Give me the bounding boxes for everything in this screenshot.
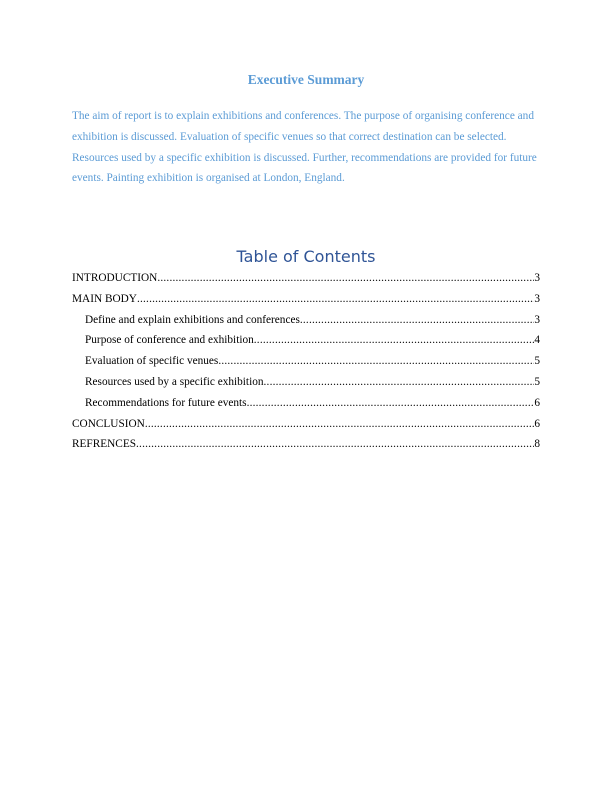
toc-entry-label: REFRENCES	[72, 438, 137, 451]
toc-entry-label: Resources used by a specific exhibition	[85, 375, 264, 388]
toc-entry[interactable]	[72, 330, 540, 351]
toc-leader-dots	[137, 289, 534, 310]
toc-entry-label: CONCLUSION	[72, 417, 145, 430]
toc-entry[interactable]	[72, 414, 540, 435]
toc-leader-dots	[218, 351, 534, 372]
toc-entry-page: 4	[534, 334, 540, 347]
executive-summary-title: Executive Summary	[247, 72, 365, 87]
toc-title: Table of Contents	[236, 247, 376, 266]
toc-leader-dots	[136, 434, 534, 455]
toc-leader-dots	[254, 330, 535, 351]
toc-entry[interactable]	[72, 351, 540, 372]
toc-entry[interactable]	[72, 289, 540, 310]
toc-entry-page: 3	[534, 272, 540, 284]
toc-entry-label: Evaluation of specific venues	[85, 355, 219, 368]
toc-list	[72, 268, 540, 455]
toc-leader-dots	[247, 393, 535, 414]
toc-leader-dots	[145, 414, 535, 435]
executive-summary-body: The aim of report is to explain exhibitions and conferences. The purpose of organising conference and exhibition is discussed. Evaluation of specific venues so that correct destination can be selected. Resources used by a specific exhibition is discussed. Further, recommendations are provided for future events. Painting exhibition is organised at London, England.	[72, 110, 537, 185]
toc-entry-page: 6	[534, 417, 540, 430]
toc-entry-label: INTRODUCTION	[72, 272, 158, 284]
toc-entry-label: Recommendations for future events	[85, 396, 247, 409]
toc-entry[interactable]	[72, 310, 540, 331]
toc-entry-page: 5	[534, 355, 540, 368]
toc-entry-label: Purpose of conference and exhibition	[85, 334, 254, 347]
toc-leader-dots	[300, 310, 534, 331]
toc-entry-page: 8	[534, 438, 540, 451]
toc-entry-page: 3	[534, 292, 540, 305]
toc-entry-page: 3	[534, 313, 540, 326]
toc-leader-dots	[157, 268, 534, 289]
toc-entry-page: 5	[534, 375, 540, 388]
toc-entry[interactable]	[72, 434, 540, 455]
toc-entry-page: 6	[534, 396, 540, 409]
toc-entry[interactable]	[72, 268, 540, 289]
toc-leader-dots	[264, 372, 535, 393]
toc-entry-label: Define and explain exhibitions and conferences	[85, 313, 300, 326]
toc-entry[interactable]	[72, 372, 540, 393]
toc-entry-label: MAIN BODY	[72, 292, 137, 305]
toc-entry[interactable]	[72, 393, 540, 414]
